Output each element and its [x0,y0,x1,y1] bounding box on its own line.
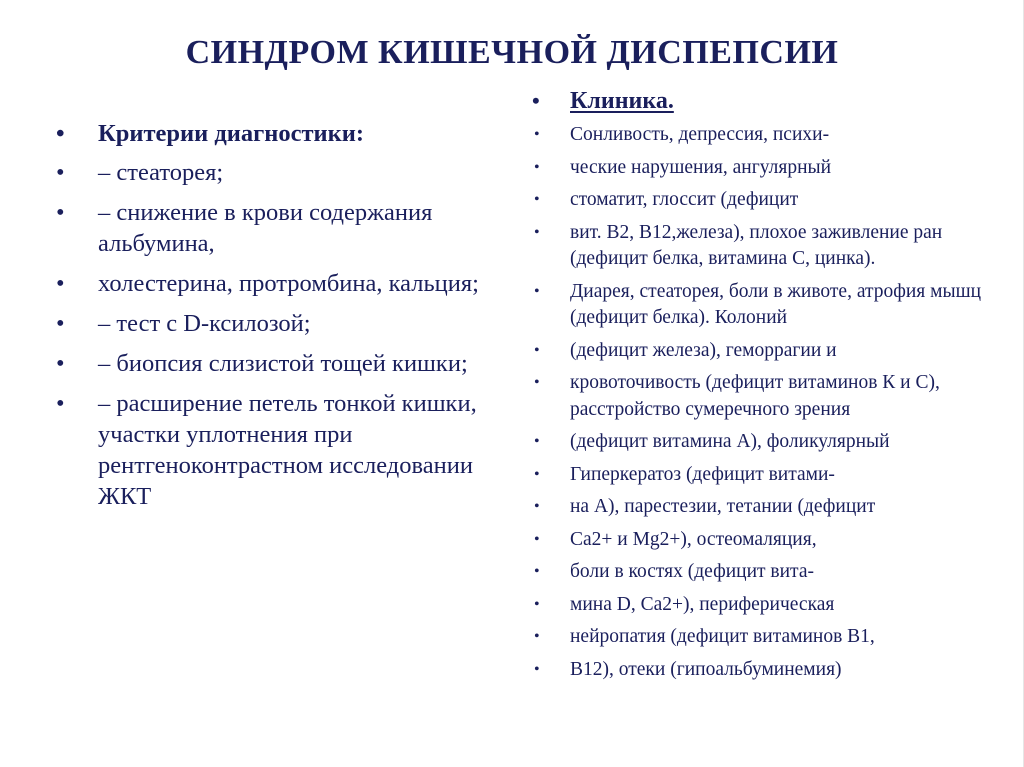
list-item-text: кровоточивость (дефицит витаминов К и С), расстройство сумеречного зрения [570,372,940,420]
list-item [56,348,506,379]
bullet-icon: • [534,282,540,300]
list-item-text: В12), отеки (гипоальбуминемия) [570,658,842,680]
bullet-icon: • [534,660,540,678]
slide-title: СИНДРОМ КИШЕЧНОЙ ДИСПЕПСИИ [185,34,839,71]
list-item-text: холестерина, протромбина, кальция; [98,270,479,297]
list-item [530,155,1000,182]
list-item-text: (дефицит железа), геморрагии и [570,339,837,361]
bullet-icon: • [534,158,540,176]
list-item [530,279,1000,332]
bullet-icon: • [56,159,65,186]
bullet-icon: • [534,465,540,483]
list-item-text: – стеаторея; [98,159,224,186]
list-item-text: – биопсия слизистой тощей кишки; [98,350,468,377]
list-item [530,338,1000,365]
list-item-text: на А), парестезии, тетании (дефицит [570,496,876,517]
bullet-icon: • [534,191,540,208]
bullet-icon: • [532,88,540,113]
list-item-text: вит. В2, В12,железа), плохое заживление ран (дефицит белка, витамина С, цинка). [570,221,943,269]
list-item-text: – снижение в крови содержания альбумина, [98,199,433,257]
bullet-icon: • [534,530,540,548]
bullet-icon: • [56,270,65,297]
bullet-icon: • [56,120,65,147]
list-item-text: – расширение петель тонкой кишки, участки уплотнения при рентгеноконтрастном исследовании ЖКТ [98,390,477,510]
list-item-text: мина D, Са2+), периферическая [570,593,835,615]
list-item [530,592,1000,619]
list-item [56,388,506,512]
list-item-text: Са2+ и Mg2+), остеомаляция, [570,528,817,550]
list-item-text: стоматит, глоссит (дефицит [570,189,799,210]
list-item-text: Гиперкератоз (дефицит витами- [570,463,835,485]
bullet-icon: • [56,310,65,337]
bullet-icon: • [534,628,540,645]
list-item [530,494,1000,521]
bullet-icon: • [534,374,540,391]
list-item [530,462,1000,489]
diagnostic-criteria-heading: Критерии диагностики: [98,120,365,147]
list-item [530,429,1000,456]
list-item-text: боли в костях (дефицит вита- [570,561,814,582]
list-item-text: Диарея, стеаторея, боли в животе, атрофия мышц (дефицит белка). Колоний [570,280,982,328]
bullet-icon: • [534,563,540,580]
list-item-text: – тест с D-ксилозой; [98,310,311,337]
list-item [56,268,506,299]
list-item [530,187,1000,214]
bullet-icon: • [56,199,65,226]
diagnostic-criteria-list [56,118,506,521]
list-item [530,220,1000,273]
list-item [530,657,1000,684]
bullet-icon: • [534,498,540,515]
bullet-icon: • [534,126,540,143]
clinic-heading-row [530,86,1000,116]
list-item [56,157,506,188]
bullet-icon: • [56,390,65,417]
list-item-text: (дефицит витамина А), фоликулярный [570,431,890,452]
list-item [530,122,1000,149]
bullet-icon: • [534,595,540,613]
list-item [56,308,506,339]
list-item [530,527,1000,554]
list-item-text: ческие нарушения, ангулярный [570,156,832,178]
list-item-text: нейропатия (дефицит витаминов В1, [570,626,875,647]
bullet-icon: • [56,350,65,377]
list-item [530,559,1000,586]
list-item [530,370,1000,423]
bullet-icon: • [534,433,540,450]
list-item [56,118,506,149]
clinic-column [530,86,1000,689]
bullet-icon: • [534,341,540,359]
list-item [530,624,1000,651]
list-item [56,197,506,259]
clinic-heading: Клиника. [570,88,674,114]
bullet-icon: • [534,223,540,241]
clinic-list [530,122,1000,683]
list-item-text: Сонливость, депрессия, психи- [570,124,830,145]
